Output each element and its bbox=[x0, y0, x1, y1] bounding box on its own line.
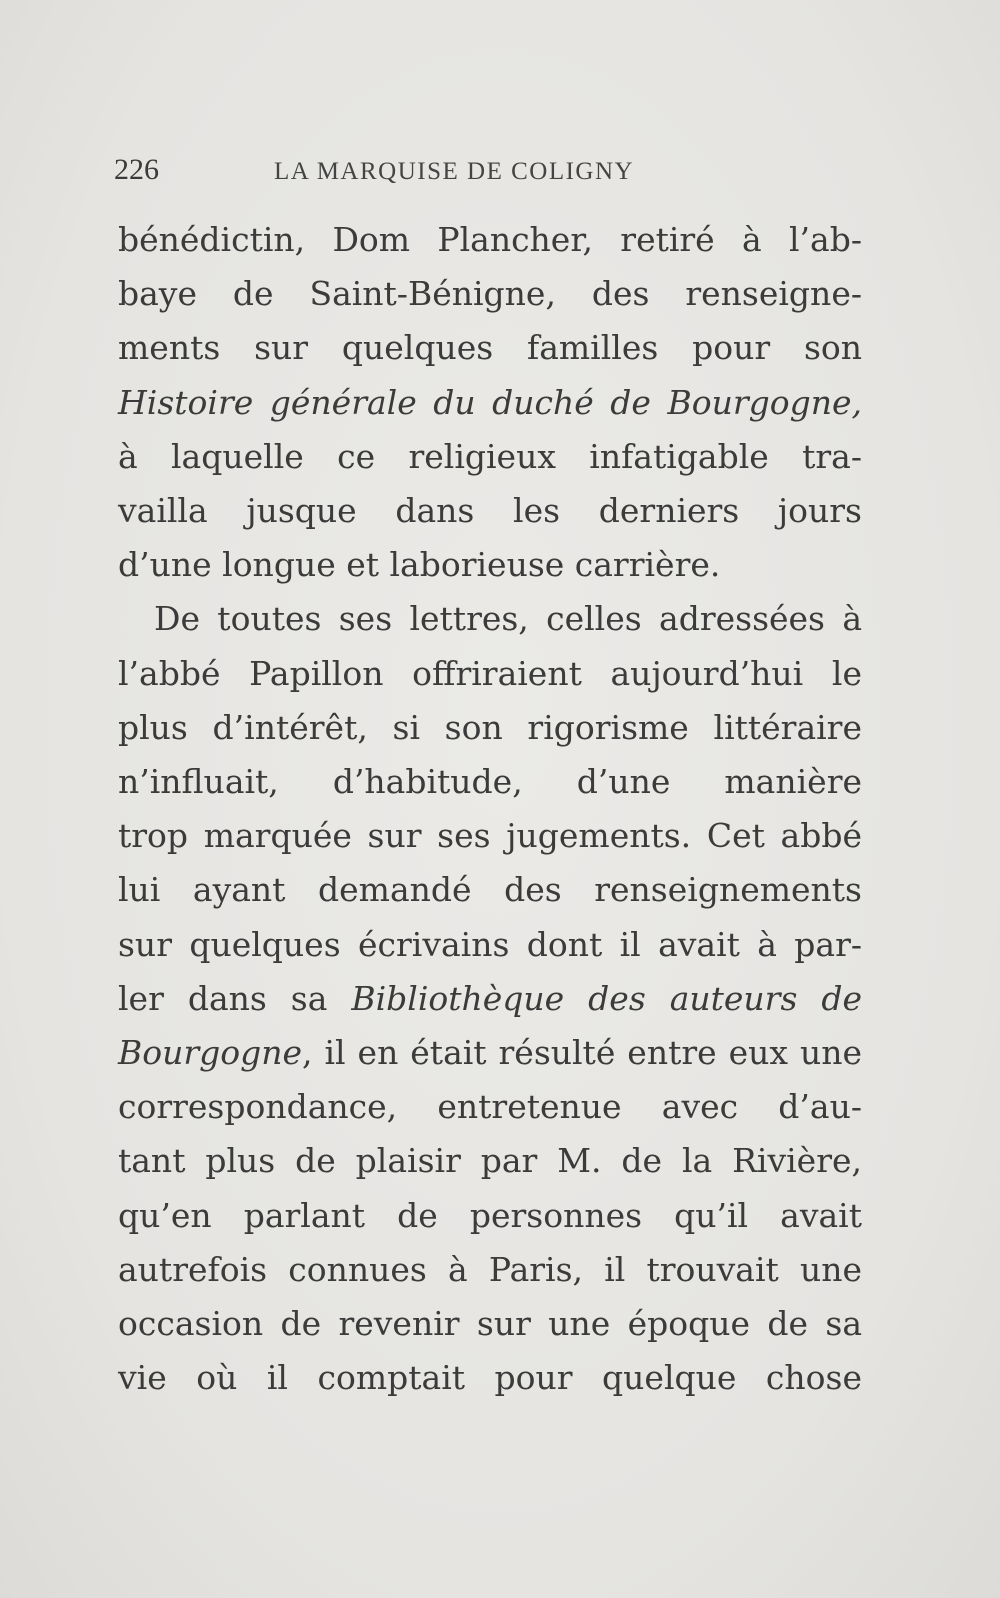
text-span: d’une longue et laborieuse carrière. bbox=[118, 545, 721, 585]
text-span: n’influait, d’habitude, d’une manière bbox=[118, 762, 862, 801]
text-span: qu’en parlant de personnes qu’il avait bbox=[118, 1195, 862, 1235]
text-span: correspondance, entretenue avec d’au- bbox=[118, 1087, 862, 1127]
text-span: ments sur quelques familles pour son bbox=[118, 328, 862, 368]
text-span: l’abbé Papillon offriraient aujourd’hui le bbox=[118, 653, 862, 693]
text-line bbox=[118, 646, 862, 702]
text-span: vie où il comptait pour quelque chose bbox=[118, 1358, 862, 1398]
text-line bbox=[118, 1133, 862, 1189]
text-line bbox=[118, 1025, 862, 1081]
italic-text: Bibliothèque des auteurs de bbox=[351, 978, 862, 1018]
text-line bbox=[118, 212, 862, 268]
text-span: lui ayant demandé des renseignements bbox=[118, 870, 862, 910]
italic-text: Bourgogne bbox=[118, 1033, 303, 1072]
text-span: à laquelle ce religieux infatigable tra- bbox=[118, 436, 862, 476]
text-span: tant plus de plaisir par M. de la Rivière, bbox=[118, 1141, 862, 1181]
text-line bbox=[118, 537, 862, 593]
text-span: baye de Saint-Bénigne, des renseigne- bbox=[118, 274, 862, 314]
text-span: plus d’intérêt, si son rigorisme littéraire bbox=[118, 707, 862, 747]
text-line bbox=[118, 266, 862, 322]
text-span: autrefois connues à Paris, il trouvait une bbox=[118, 1249, 862, 1289]
page-number: 226 bbox=[114, 153, 159, 186]
text-span: bénédictin, Dom Plancher, retiré à l’ab- bbox=[118, 220, 862, 259]
text-span: vailla jusque dans les derniers jours bbox=[118, 491, 862, 530]
text-line bbox=[118, 429, 862, 485]
text-line bbox=[118, 1188, 862, 1244]
text-line bbox=[118, 1350, 862, 1406]
text-span: trop marquée sur ses jugements. Cet abbé bbox=[118, 816, 862, 856]
text-span: , il en était résulté entre eux une bbox=[302, 1033, 862, 1072]
text-line bbox=[154, 591, 862, 647]
text-line bbox=[118, 1242, 862, 1298]
running-title: LA MARQUISE DE COLIGNY bbox=[274, 158, 635, 185]
text-line bbox=[118, 483, 862, 539]
text-span: occasion de revenir sur une époque de sa bbox=[118, 1304, 862, 1343]
text-line bbox=[118, 1296, 862, 1352]
page-header bbox=[114, 150, 854, 190]
text-line bbox=[118, 917, 862, 973]
text-span: ler dans sa bbox=[118, 978, 352, 1018]
text-line bbox=[118, 754, 862, 810]
text-span: sur quelques écrivains dont il avait à par- bbox=[118, 924, 862, 964]
italic-text: Histoire générale du duché de Bourgogne, bbox=[118, 382, 862, 422]
text-span: De toutes ses lettres, celles adressées à bbox=[154, 599, 862, 639]
text-line bbox=[118, 700, 862, 756]
text-line bbox=[118, 862, 862, 918]
text-line bbox=[118, 971, 862, 1027]
text-line bbox=[118, 375, 862, 431]
text-line bbox=[118, 808, 862, 864]
text-line bbox=[118, 1079, 862, 1135]
text-line bbox=[118, 320, 862, 376]
